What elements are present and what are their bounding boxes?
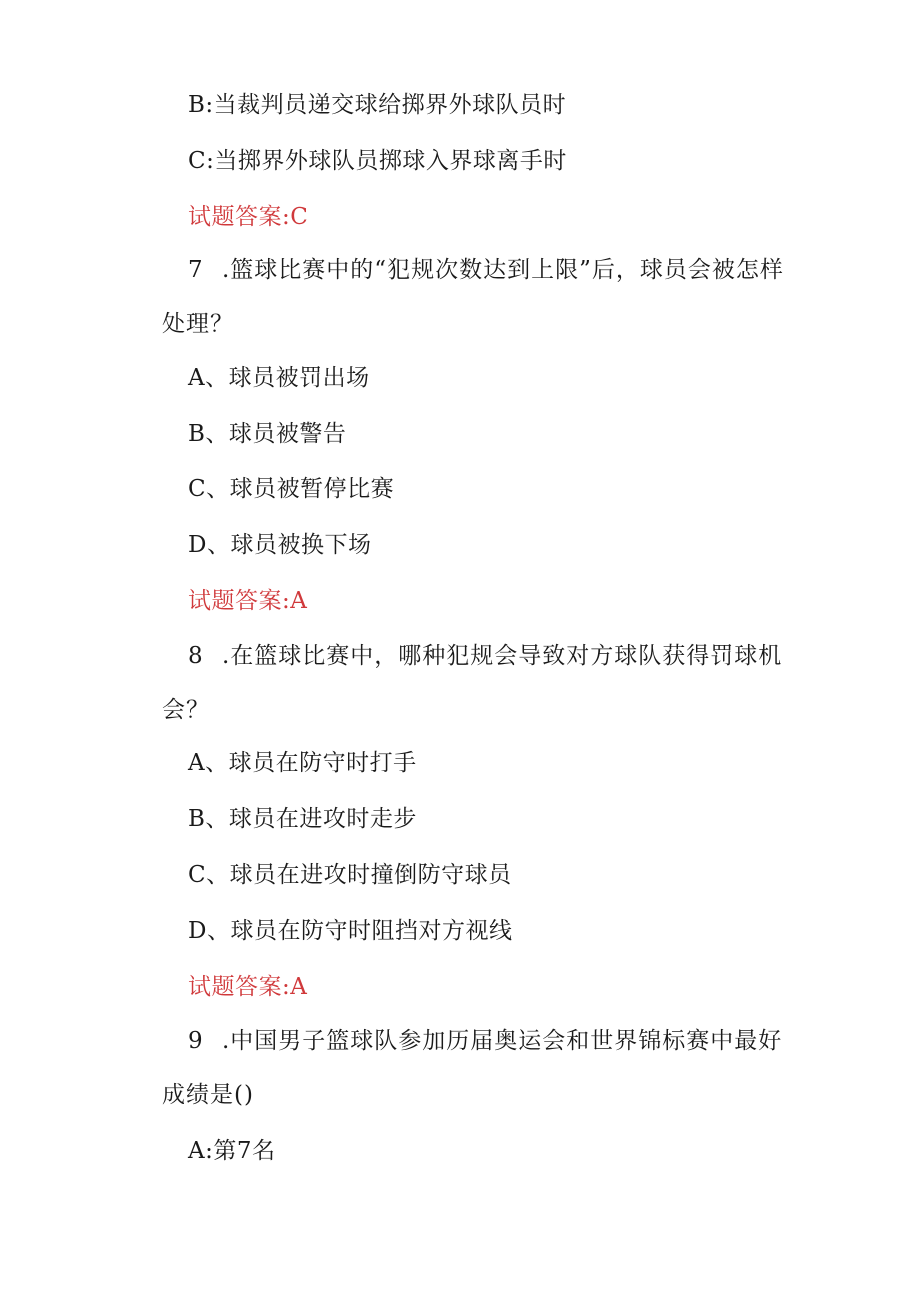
option-b: B、球员在进攻时走步 (188, 806, 417, 832)
option-c: C、球员被暂停比赛 (188, 476, 395, 502)
question-text: .中国男子篮球队参加历届奥运会和世界锦标赛中最好成绩是() (162, 1028, 783, 1108)
answer-label: 试题答案:C (188, 204, 309, 230)
question-number: 8 (188, 643, 204, 669)
answer-label: 试题答案:A (188, 974, 308, 1000)
question-8 (162, 629, 802, 737)
question-number: 7 (188, 257, 204, 283)
option-d: D、球员在防守时阻挡对方视线 (188, 918, 513, 944)
question-9 (162, 1014, 802, 1122)
option-a: A:第7名 (188, 1138, 276, 1164)
option-c: C、球员在进攻时撞倒防守球员 (188, 862, 512, 888)
option-b: B:当裁判员递交球给掷界外球队员时 (188, 92, 567, 118)
question-7 (162, 243, 802, 351)
option-a: A、球员被罚出场 (188, 365, 370, 391)
question-text: .在篮球比赛中，哪种犯规会导致对方球队获得罚球机会？ (162, 643, 783, 723)
option-d: D、球员被换下场 (188, 532, 372, 558)
option-a: A、球员在防守时打手 (188, 750, 417, 776)
option-c: C:当掷界外球队员掷球入界球离手时 (188, 148, 567, 174)
question-number: 9 (188, 1028, 204, 1054)
option-b: B、球员被警告 (188, 421, 347, 447)
answer-label: 试题答案:A (188, 588, 308, 614)
question-text: .篮球比赛中的“犯规次数达到上限”后，球员会被怎样处理？ (162, 257, 784, 337)
